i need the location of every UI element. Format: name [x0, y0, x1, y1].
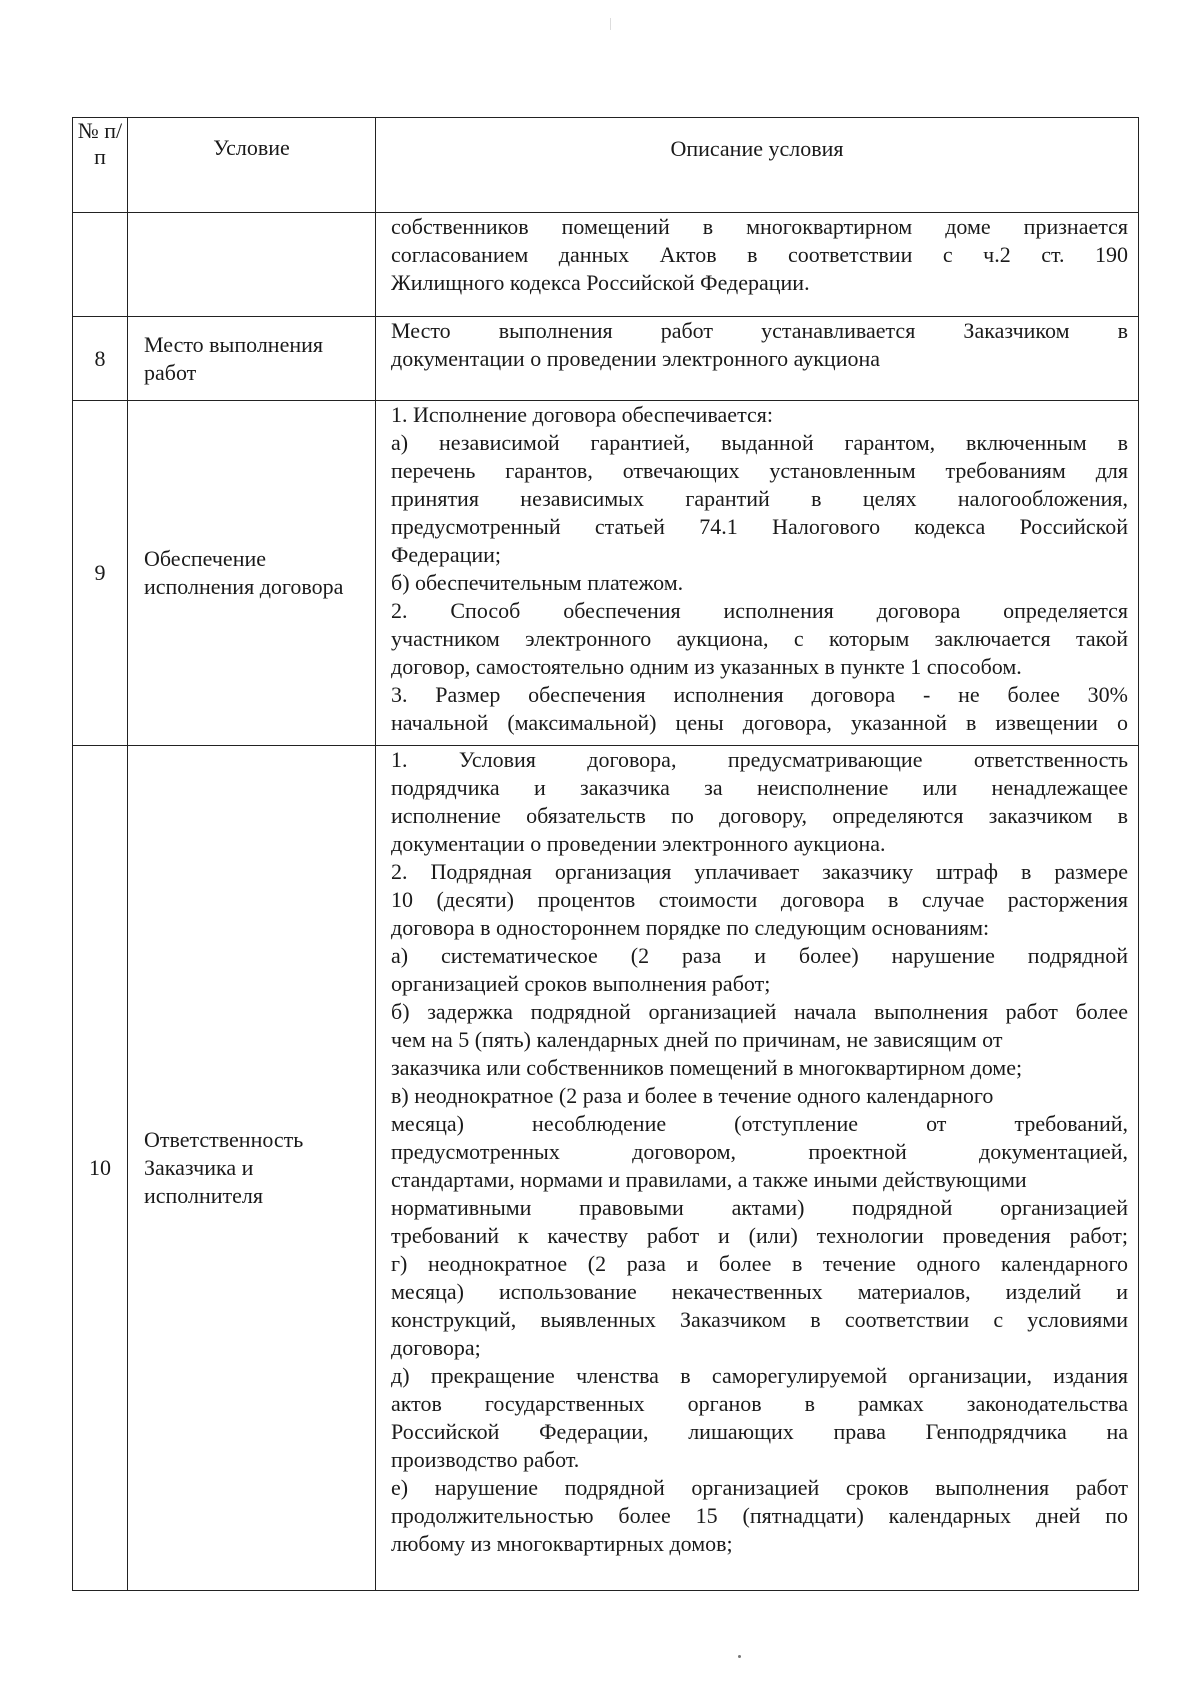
desc-line: продолжительностью более 15 (пятнадцати) календарных дней по — [391, 1503, 1128, 1528]
desc-line: Место выполнения работ устанавливается Заказчиком в — [391, 318, 1128, 343]
desc-line: Федерации; — [391, 542, 502, 567]
scan-artifact — [738, 1655, 741, 1658]
desc-line: Жилищного кодекса Российской Федерации. — [391, 270, 810, 295]
description-cell — [376, 213, 1139, 317]
desc-line: чем на 5 (пять) календарных дней по причинам, не зависящим от — [391, 1027, 1003, 1052]
num-cell: 10 — [73, 746, 128, 1591]
desc-line: 10 (десяти) процентов стоимости договора в случае расторжения — [391, 887, 1128, 912]
desc-line: участником электронного аукциона, с которым заключается такой — [391, 626, 1128, 651]
desc-line: заказчика или собственников помещений в многоквартирном доме; — [391, 1055, 1023, 1080]
condition-cell: Место выполнения работ — [128, 317, 376, 401]
desc-line: в) неоднократное (2 раза и более в течение одного календарного — [391, 1083, 994, 1108]
desc-line: месяца) несоблюдение (отступление от требований, — [391, 1111, 1128, 1136]
desc-line: любому из многоквартирных домов; — [391, 1531, 733, 1556]
desc-line: договора в одностороннем порядке по следующим основаниям: — [391, 915, 990, 940]
desc-line: актов государственных органов в рамках законодательства — [391, 1391, 1128, 1416]
condition-cell — [128, 213, 376, 317]
desc-line: 1. Условия договора, предусматривающие ответственность — [391, 747, 1128, 772]
num-cell — [73, 213, 128, 317]
desc-line: перечень гарантов, отвечающих установленным требованиям для — [391, 458, 1128, 483]
desc-line: 1. Исполнение договора обеспечивается: — [391, 402, 773, 427]
desc-line: собственников помещений в многоквартирном доме признается — [391, 214, 1128, 239]
desc-line: б) обеспечительным платежом. — [391, 570, 684, 595]
table-row-8 — [73, 317, 1139, 401]
header-description: Описание условия — [376, 118, 1139, 213]
desc-line: 2. Способ обеспечения исполнения договора определяется — [391, 598, 1128, 623]
desc-line: начальной (максимальной) цены договора, указанной в извещении о — [391, 710, 1128, 735]
scan-artifact — [610, 18, 611, 30]
num-cell: 8 — [73, 317, 128, 401]
desc-line: стандартами, нормами и правилами, а также иными действующими — [391, 1167, 1027, 1192]
desc-line: организацией сроков выполнения работ; — [391, 971, 771, 996]
desc-line: г) неоднократное (2 раза и более в течение одного календарного — [391, 1251, 1128, 1276]
desc-line: договора; — [391, 1335, 481, 1360]
desc-line: документации о проведении электронного аукциона. — [391, 831, 886, 856]
desc-line: е) нарушение подрядной организацией сроков выполнения работ — [391, 1475, 1128, 1500]
desc-line: производство работ. — [391, 1447, 580, 1472]
desc-line: требований к качеству работ и (или) технологии проведения работ; — [391, 1223, 1128, 1248]
desc-line: месяца) использование некачественных материалов, изделий и — [391, 1279, 1128, 1304]
desc-line: договор, самостоятельно одним из указанных в пункте 1 способом. — [391, 654, 1022, 679]
desc-line: согласованием данных Актов в соответствии с ч.2 ст. 190 — [391, 242, 1128, 267]
desc-line: принятия независимых гарантий в целях налогообложения, — [391, 486, 1128, 511]
conditions-table — [72, 117, 1139, 1591]
desc-line: Российской Федерации, лишающих права Генподрядчика на — [391, 1419, 1128, 1444]
description-cell — [376, 317, 1139, 401]
table-header-row — [73, 118, 1139, 213]
desc-line: 2. Подрядная организация уплачивает заказчику штраф в размере — [391, 859, 1128, 884]
desc-line: предусмотренный статьей 74.1 Налогового кодекса Российской — [391, 514, 1128, 539]
desc-line: а) независимой гарантией, выданной гарантом, включенным в — [391, 430, 1128, 455]
desc-line: 3. Размер обеспечения исполнения договора - не более 30% — [391, 682, 1128, 707]
desc-line: документации о проведении электронного аукциона — [391, 346, 881, 371]
desc-line: нормативными правовыми актами) подрядной организацией — [391, 1195, 1128, 1220]
table-row-9 — [73, 401, 1139, 746]
desc-line: предусмотренных договором, проектной документацией, — [391, 1139, 1128, 1164]
header-condition: Условие — [128, 118, 376, 213]
desc-line: д) прекращение членства в саморегулируемой организации, издания — [391, 1363, 1128, 1388]
desc-line: а) систематическое (2 раза и более) нарушение подрядной — [391, 943, 1128, 968]
num-cell: 9 — [73, 401, 128, 746]
desc-line: подрядчика и заказчика за неисполнение или ненадлежащее — [391, 775, 1128, 800]
header-num: № п/п — [73, 118, 128, 213]
table-row-10 — [73, 746, 1139, 1591]
desc-line: б) задержка подрядной организацией начала выполнения работ более — [391, 999, 1128, 1024]
table-row-continuation — [73, 213, 1139, 317]
description-cell — [376, 401, 1139, 746]
desc-line: конструкций, выявленных Заказчиком в соответствии с условиями — [391, 1307, 1128, 1332]
desc-line: исполнение обязательств по договору, определяются заказчиком в — [391, 803, 1128, 828]
condition-cell: Обеспечение исполнения договора — [128, 401, 376, 746]
condition-cell: Ответственность Заказчика и исполнителя — [128, 746, 376, 1591]
description-cell — [376, 746, 1139, 1591]
